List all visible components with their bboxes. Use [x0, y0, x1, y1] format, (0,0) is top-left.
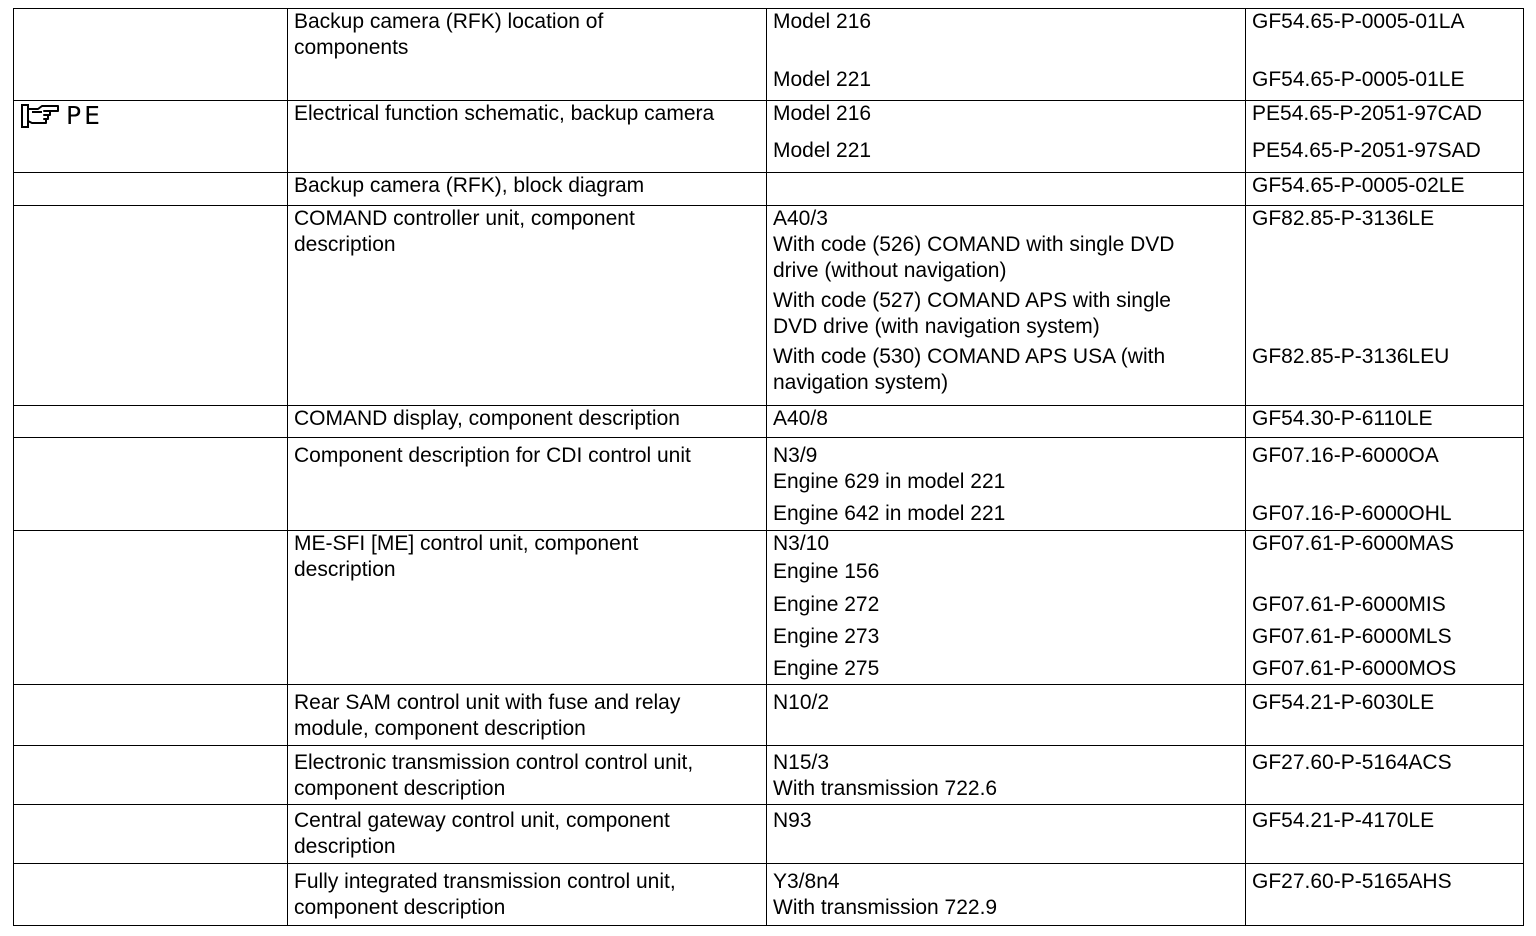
- model-text: Model 216: [773, 10, 872, 33]
- description-text: description: [294, 233, 396, 256]
- document-number: GF07.61-P-6000MAS: [1252, 532, 1454, 555]
- document-number-cell: [1246, 746, 1524, 805]
- document-number-cell: [1246, 206, 1524, 406]
- document-number-cell: [1246, 173, 1524, 206]
- description-text: Electrical function schematic, backup camera: [294, 102, 715, 125]
- description-text: Electronic transmission control control unit,: [294, 751, 694, 774]
- document-number: GF07.61-P-6000MIS: [1252, 593, 1446, 616]
- symbol-cell: [14, 406, 288, 438]
- description-cell: [288, 805, 767, 864]
- model-text: Engine 275: [773, 657, 880, 680]
- model-cell: [767, 406, 1246, 438]
- table-row: [14, 9, 1524, 101]
- model-text: N3/10: [773, 532, 830, 555]
- table-row: [14, 531, 1524, 685]
- symbol-cell: [14, 531, 288, 685]
- document-number: GF82.85-P-3136LEU: [1252, 345, 1450, 368]
- table-row: [14, 864, 1524, 926]
- document-number-cell: [1246, 531, 1524, 685]
- model-text: N10/2: [773, 691, 830, 714]
- document-number: [1252, 258, 1517, 288]
- model-cell: [767, 864, 1246, 926]
- document-number: [1252, 469, 1517, 501]
- model-cell: [767, 101, 1246, 173]
- pe-label: PE: [66, 101, 103, 130]
- model-text: With code (527) COMAND APS with single: [773, 289, 1171, 312]
- document-number-cell: [1246, 685, 1524, 746]
- description-text: ME-SFI [ME] control unit, component: [294, 532, 639, 555]
- description-text: Fully integrated transmission control unit,: [294, 870, 676, 893]
- table-row: [14, 406, 1524, 438]
- model-text: drive (without navigation): [773, 259, 1007, 282]
- document-number-cell: [1246, 406, 1524, 438]
- symbol-cell: [14, 173, 288, 206]
- document-number: [1252, 370, 1517, 396]
- document-number: PE54.65-P-2051-97SAD: [1252, 139, 1481, 162]
- description-text: Component description for CDI control unit: [294, 444, 691, 467]
- description-text: Backup camera (RFK) location of: [294, 10, 604, 33]
- model-text: With code (526) COMAND with single DVD: [773, 233, 1175, 256]
- document-number-cell: [1246, 805, 1524, 864]
- model-cell: [767, 531, 1246, 685]
- model-cell: [767, 438, 1246, 531]
- model-text: Engine 642 in model 221: [773, 502, 1006, 525]
- document-number: GF27.60-P-5165AHS: [1252, 870, 1452, 893]
- document-number: [1252, 314, 1517, 344]
- symbol-cell: [14, 206, 288, 406]
- table-row: [14, 746, 1524, 805]
- description-text: component description: [294, 896, 506, 919]
- description-cell: [288, 438, 767, 531]
- description-text: description: [294, 835, 396, 858]
- table-row: [14, 206, 1524, 406]
- description-text: description: [294, 558, 396, 581]
- model-cell: [767, 805, 1246, 864]
- symbol-cell: [14, 685, 288, 746]
- document-number: PE54.65-P-2051-97CAD: [1252, 102, 1482, 125]
- document-number: GF07.61-P-6000MLS: [1252, 625, 1452, 648]
- document-number: [1252, 35, 1517, 67]
- document-number: GF07.16-P-6000OHL: [1252, 502, 1452, 525]
- symbol-cell: [14, 864, 288, 926]
- table-row: [14, 438, 1524, 531]
- model-text: Engine 629 in model 221: [773, 470, 1006, 493]
- model-text: Model 221: [773, 139, 872, 162]
- model-text: Y3/8n4: [773, 870, 840, 893]
- pe-reference-marker: [20, 103, 103, 129]
- symbol-cell: [14, 438, 288, 531]
- document-number-cell: [1246, 9, 1524, 101]
- description-cell: [288, 406, 767, 438]
- document-number: GF54.65-P-0005-01LE: [1252, 68, 1465, 91]
- symbol-cell: [14, 746, 288, 805]
- symbol-cell: [14, 101, 288, 173]
- model-text: A40/8: [773, 407, 828, 430]
- table-row: [14, 173, 1524, 206]
- description-cell: [288, 173, 767, 206]
- description-cell: [288, 746, 767, 805]
- document-number-cell: [1246, 864, 1524, 926]
- document-number: GF54.65-P-0005-02LE: [1252, 174, 1465, 197]
- model-text: Engine 156: [773, 560, 880, 583]
- description-text: component description: [294, 777, 506, 800]
- document-number: [1252, 288, 1517, 314]
- description-cell: [288, 9, 767, 101]
- description-cell: [288, 685, 767, 746]
- document-number: [1252, 776, 1517, 802]
- model-cell: [767, 9, 1246, 101]
- document-number: GF54.21-P-4170LE: [1252, 809, 1435, 832]
- description-cell: [288, 531, 767, 685]
- document-number: GF07.16-P-6000OA: [1252, 444, 1439, 467]
- description-text: module, component description: [294, 717, 586, 740]
- model-text: Engine 273: [773, 625, 880, 648]
- pointing-hand-icon: [20, 103, 60, 129]
- model-cell: [767, 685, 1246, 746]
- model-text: navigation system): [773, 371, 949, 394]
- document-number: [1252, 559, 1517, 592]
- model-cell: [767, 746, 1246, 805]
- description-text: Backup camera (RFK), block diagram: [294, 174, 645, 197]
- document-number: GF54.21-P-6030LE: [1252, 691, 1435, 714]
- reference-table: [13, 8, 1524, 926]
- model-text: DVD drive (with navigation system): [773, 315, 1100, 338]
- table-row: [14, 101, 1524, 173]
- model-text: [773, 173, 1239, 199]
- document-number: [1252, 895, 1517, 921]
- description-text: components: [294, 36, 409, 59]
- description-text: COMAND display, component description: [294, 407, 680, 430]
- document-number: GF82.85-P-3136LE: [1252, 207, 1435, 230]
- model-text: With code (530) COMAND APS USA (with: [773, 345, 1166, 368]
- model-text: N93: [773, 809, 812, 832]
- document-page: [13, 8, 1523, 926]
- model-text: Model 221: [773, 68, 872, 91]
- model-text: With transmission 722.9: [773, 896, 998, 919]
- model-text: A40/3: [773, 207, 828, 230]
- model-text: N15/3: [773, 751, 830, 774]
- description-cell: [288, 206, 767, 406]
- symbol-cell: [14, 805, 288, 864]
- document-number: GF27.60-P-5164ACS: [1252, 751, 1452, 774]
- model-text: Engine 272: [773, 593, 880, 616]
- table-row: [14, 685, 1524, 746]
- model-cell: [767, 206, 1246, 406]
- document-number-cell: [1246, 438, 1524, 531]
- model-text: N3/9: [773, 444, 818, 467]
- document-number: GF07.61-P-6000MOS: [1252, 657, 1457, 680]
- model-text: Model 216: [773, 102, 872, 125]
- document-number: [1252, 232, 1517, 258]
- table-row: [14, 805, 1524, 864]
- description-text: Rear SAM control unit with fuse and relay: [294, 691, 681, 714]
- document-number-cell: [1246, 101, 1524, 173]
- description-text: Central gateway control unit, component: [294, 809, 670, 832]
- model-text: [773, 35, 1239, 67]
- document-number: GF54.65-P-0005-01LA: [1252, 10, 1465, 33]
- description-text: COMAND controller unit, component: [294, 207, 635, 230]
- document-number: GF54.30-P-6110LE: [1252, 407, 1433, 430]
- model-cell: [767, 173, 1246, 206]
- symbol-cell: [14, 9, 288, 101]
- model-text: With transmission 722.6: [773, 777, 998, 800]
- description-cell: [288, 101, 767, 173]
- description-cell: [288, 864, 767, 926]
